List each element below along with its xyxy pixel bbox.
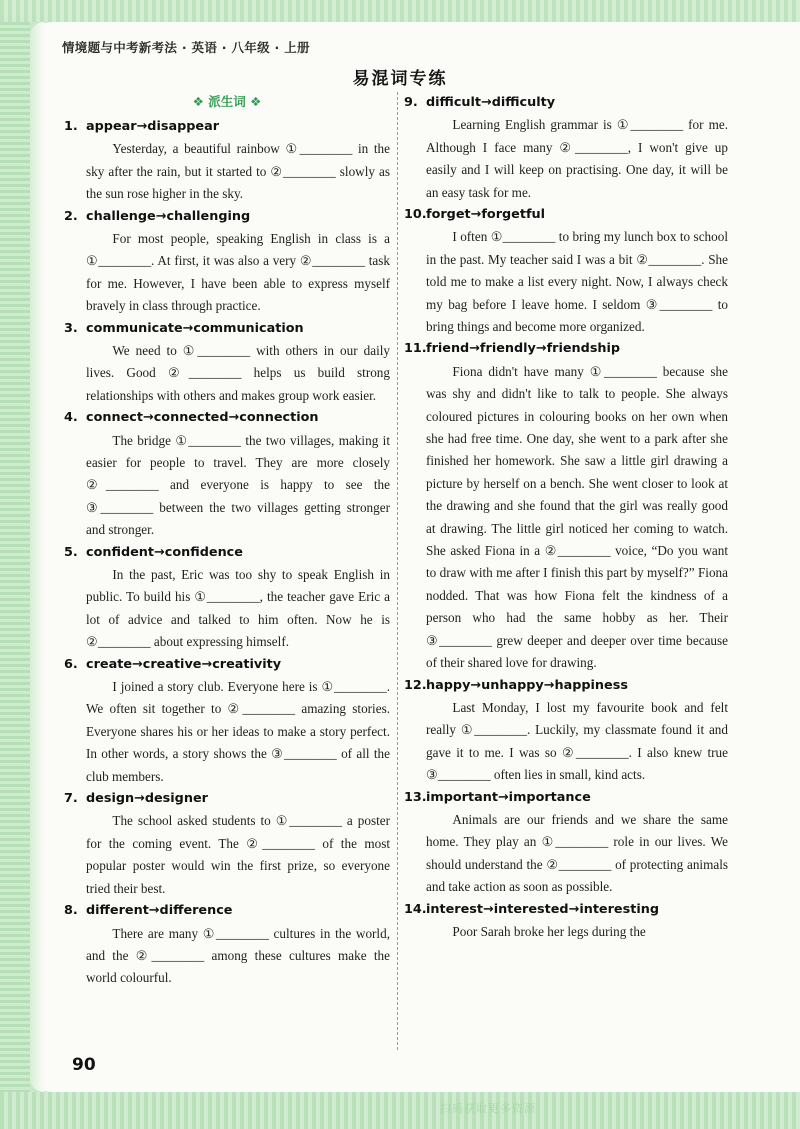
entry-number: 3.: [64, 320, 78, 336]
entry-heading: [64, 542, 390, 564]
entry-passage: We need to ①________ with others in our daily lives. Good ②________ helps us build strong relationships with others and makes group work easier.: [86, 343, 390, 403]
entry-words: happy→unhappy→happiness: [426, 677, 628, 693]
entry-number: 2.: [64, 208, 78, 224]
entry-heading: [64, 116, 390, 138]
book-title: 情境题与中考新考法 · 英语 · 八年级 · 上册: [62, 40, 310, 55]
left-column: [64, 92, 390, 990]
entry-passage: Poor Sarah broke her legs during the: [452, 923, 646, 939]
entry-words: create→creative→creativity: [86, 656, 282, 672]
entry-passage: I often ①________ to bring my lunch box to school in the past. My teacher said I was a bit ②________. She told me to make a list every night. Now, I always check my bag before I leave home. I seldom ③________ to bring things and become more organized.: [426, 229, 728, 335]
right-column: [404, 92, 728, 943]
entry-words: appear→disappear: [86, 119, 220, 134]
entry-words: confident→confidence: [86, 544, 243, 560]
section-label-text: 派生词: [208, 94, 246, 109]
entry-words: forget→forgetful: [426, 207, 546, 223]
entry-number: 8.: [64, 903, 78, 919]
entry-heading: [64, 654, 390, 676]
entry-number: 12.: [404, 677, 427, 693]
entry-heading: [404, 899, 728, 921]
entry-words: design→designer: [86, 791, 208, 807]
entry-words: difficult→difficulty: [426, 95, 556, 110]
entry-passage: The bridge ①________ the two villages, making it easier for people to travel. They are more closely ②________ and everyone is happy to see the ③________ between the two villages getting stronger and stronger.: [86, 432, 390, 538]
entry-number: 4.: [64, 410, 78, 426]
entry-words: connect→connected→connection: [86, 410, 319, 426]
entry-number: 13.: [404, 789, 427, 805]
entry-heading: [404, 787, 728, 809]
entry-passage: Yesterday, a beautiful rainbow ①________ in the sky after the rain, but it started to ②________ slowly as the sun rose higher in the sky.: [86, 141, 390, 202]
entry-number: 7.: [64, 791, 78, 807]
entry-heading: [64, 407, 390, 429]
entry-number: 11.: [404, 341, 427, 357]
entry-number: 5.: [64, 544, 78, 560]
entry-heading: [404, 204, 728, 226]
column-divider: [397, 92, 398, 1050]
entry-heading: [64, 318, 390, 340]
page-edge: [30, 22, 44, 1092]
entry-heading: [64, 206, 390, 228]
entry-heading: [404, 675, 728, 697]
entry-passage: Learning English grammar is ①________ for me. Although I face many ②________, I won't give up easily and I will keep on practising. One day, it will be an easy task for me.: [426, 117, 728, 200]
entry-words: interest→interested→interesting: [426, 901, 659, 917]
top-decoration: [0, 0, 800, 22]
bottom-decoration: [0, 1092, 800, 1129]
entry-heading: [404, 92, 728, 114]
page-title: 易混词专练: [352, 69, 448, 89]
entry-passage: There are many ①________ cultures in the world, and the ②________ among these cultures make the world colourful.: [86, 925, 390, 986]
entry-heading: [404, 338, 728, 360]
side-decoration: [0, 0, 30, 1129]
entry-heading: [64, 900, 390, 922]
page-number: 90: [72, 1055, 96, 1075]
section-label: [64, 92, 390, 114]
watermark: 扫码获取更多资源: [440, 1102, 536, 1115]
leaf-icon: ❖: [245, 94, 262, 109]
entry-words: friend→friendly→friendship: [426, 341, 621, 357]
right-entry-list: [404, 92, 728, 943]
entry-number: 10.: [404, 207, 427, 223]
entry-passage: In the past, Eric was too shy to speak English in public. To build his ①________, the teacher gave Eric a lot of advice and talked to him often. Now he is ②________ about expressing himself.: [86, 567, 390, 650]
entry-passage: Animals are our friends and we share the same home. They play an ①________ role in our lives. We should understand the ②________ of protecting animals and take action as soon as possible.: [426, 811, 728, 895]
leaf-icon: ❖: [192, 94, 209, 109]
entry-heading: [64, 788, 390, 810]
entry-words: challenge→challenging: [86, 208, 251, 224]
entry-number: 1.: [64, 119, 78, 134]
entry-words: communicate→communication: [86, 320, 304, 336]
entry-number: 14.: [404, 901, 427, 917]
entry-passage: I joined a story club. Everyone here is ①________. We often sit together to ②________ amazing stories. Everyone shares his or her ideas to make a story perfect. In other words, a story shows the ③________ of all the club members.: [86, 679, 390, 784]
entry-passage: The school asked students to ①________ a poster for the coming event. The ②________ of the most popular poster would win the first prize, so everyone tried their best.: [86, 813, 390, 896]
entry-words: different→difference: [86, 903, 233, 919]
entry-passage: Fiona didn't have many ①________ because she was shy and didn't like to talk to people. She always coloured pictures in colouring books on her own when she had free time. One day, she went to a park after she finished her homework. She saw a little girl drawing a picture by herself on a bench. She went closer to look at the drawing and she found that the girl was really good at drawing. The little girl noticed her coming to watch. She asked Fiona in a ②________ voice, “Do you want to draw with me after I finish this part by myself?” Fiona nodded. That was how Fiona felt the kindness of a person who had the same hobby as her. Their ③________ grew deeper and deeper over time because of their shared love for drawing.: [426, 363, 728, 671]
entry-passage: Last Monday, I lost my favourite book and felt really ①________. Luckily, my classmate found it and gave it to me. I was so ②________. I also knew true ③________ often lies in small, kind acts.: [426, 699, 728, 783]
entry-passage: For most people, speaking English in class is a ①________. At first, it was also a very ②________ task for me. However, I have been able to express myself bravely in class through practice.: [86, 231, 390, 314]
entry-words: important→importance: [426, 789, 591, 805]
left-entry-list: [64, 116, 390, 990]
entry-number: 6.: [64, 656, 78, 672]
entry-number: 9.: [404, 95, 418, 110]
